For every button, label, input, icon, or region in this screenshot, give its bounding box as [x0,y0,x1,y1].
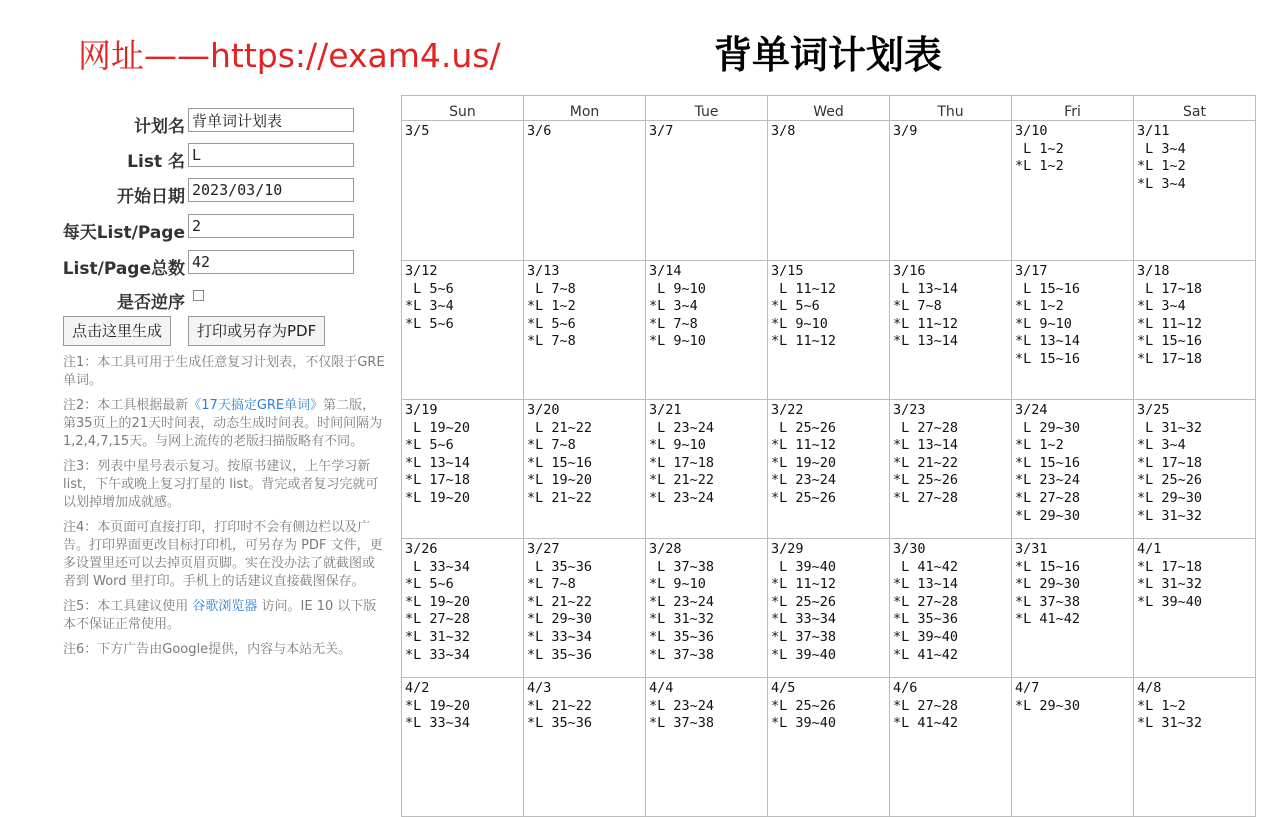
day-task: *L 3~4 [649,298,698,315]
day-task: *L 31~32 [1137,576,1203,593]
day-task: L 25~26 [771,419,837,436]
day-task: L 11~12 [771,280,837,297]
week-row [402,261,1256,400]
day-cell [524,261,646,400]
day-task: L 23~24 [649,419,715,436]
note-link[interactable]: 谷歌浏览器 [192,599,258,614]
day-cell [524,400,646,539]
day-date: 4/4 [649,680,674,696]
day-task: *L 9~10 [649,576,706,593]
day-task: *L 17~18 [649,454,715,471]
day-date: 3/31 [1015,541,1048,557]
day-task: L 13~14 [893,280,959,297]
calendar-table [401,95,1256,817]
day-date: 3/20 [527,402,560,418]
day-task: *L 19~20 [405,593,471,610]
day-date: 4/5 [771,680,796,696]
day-task: *L 15~16 [1015,350,1081,367]
weekday-header: Wed [768,96,890,121]
day-cell [1012,539,1134,678]
day-task: L 33~34 [405,558,471,575]
week-row [402,539,1256,678]
day-date: 3/15 [771,263,804,279]
day-task: *L 13~14 [405,454,471,471]
day-task: *L 5~6 [405,437,454,454]
weekday-header: Sun [402,96,524,121]
day-date: 3/9 [893,123,918,139]
day-date: 4/6 [893,680,918,696]
day-date: 3/24 [1015,402,1048,418]
day-task: *L 29~30 [1015,576,1081,593]
total-input[interactable] [188,250,354,274]
day-date: 3/5 [405,123,430,139]
day-cell [890,400,1012,539]
day-task: *L 41~42 [1015,611,1081,628]
day-task: L 21~22 [527,419,593,436]
day-date: 3/22 [771,402,804,418]
day-date: 3/30 [893,541,926,557]
day-task: L 17~18 [1137,280,1203,297]
day-task: *L 21~22 [527,593,593,610]
day-task: *L 9~10 [649,437,706,454]
day-date: 3/12 [405,263,438,279]
day-task: *L 11~12 [1137,315,1203,332]
day-task: *L 27~28 [1015,489,1081,506]
day-task: *L 7~8 [527,333,576,350]
week-row [402,678,1256,817]
day-task: *L 41~42 [893,646,959,663]
day-task: *L 1~2 [1015,298,1064,315]
note-link[interactable]: 《17天搞定GRE单词》 [188,398,324,413]
per-day-input[interactable] [188,214,354,238]
day-task: *L 41~42 [893,715,959,732]
day-date: 4/1 [1137,541,1162,557]
day-cell [646,121,768,261]
day-task: *L 27~28 [893,593,959,610]
day-cell [890,261,1012,400]
day-task: *L 23~24 [771,472,837,489]
day-task: L 7~8 [527,280,576,297]
total-row [60,250,360,278]
week-row [402,121,1256,261]
start-date-input[interactable] [188,178,354,202]
day-task: *L 11~12 [771,576,837,593]
print-button[interactable]: 打印或另存为PDF [188,316,325,346]
day-date: 3/16 [893,263,926,279]
day-task: *L 15~16 [1015,558,1081,575]
day-task: *L 7~8 [527,576,576,593]
day-date: 3/27 [527,541,560,557]
day-task: *L 15~16 [527,454,593,471]
day-task: *L 19~20 [405,697,471,714]
day-date: 3/7 [649,123,674,139]
day-date: 3/6 [527,123,552,139]
day-task: L 9~10 [649,280,706,297]
day-task: *L 1~2 [1137,158,1186,175]
day-cell [646,261,768,400]
page-title: 背单词计划表 [714,33,943,77]
day-cell [768,261,890,400]
day-task: *L 25~26 [771,489,837,506]
day-task: *L 17~18 [405,472,471,489]
day-task: *L 37~38 [649,715,715,732]
weekday-header: Thu [890,96,1012,121]
total-label: List/Page总数 [62,259,185,279]
day-task: *L 17~18 [1137,454,1203,471]
day-task: *L 35~36 [527,646,593,663]
day-task: *L 7~8 [893,298,942,315]
day-cell [524,678,646,817]
day-cell [768,121,890,261]
day-cell [646,400,768,539]
day-task: *L 9~10 [1015,315,1072,332]
weekday-header: Sat [1134,96,1256,121]
day-date: 4/7 [1015,680,1040,696]
day-task: L 3~4 [1137,140,1186,157]
day-task: *L 25~26 [771,697,837,714]
day-date: 3/13 [527,263,560,279]
day-cell [890,121,1012,261]
day-task: *L 15~16 [1137,333,1203,350]
day-task: *L 11~12 [893,315,959,332]
day-date: 3/18 [1137,263,1170,279]
day-task: *L 13~14 [1015,333,1081,350]
day-task: *L 37~38 [771,628,837,645]
per-day-label: 每天List/Page [62,223,185,243]
plan-name-row [60,108,360,136]
day-task: *L 21~22 [527,697,593,714]
day-task: *L 17~18 [1137,558,1203,575]
day-task: *L 5~6 [405,576,454,593]
day-task: L 41~42 [893,558,959,575]
day-task: *L 27~28 [893,697,959,714]
day-date: 3/29 [771,541,804,557]
day-cell [768,678,890,817]
day-date: 3/23 [893,402,926,418]
day-task: *L 35~36 [893,611,959,628]
day-cell [402,261,524,400]
day-cell [1134,121,1256,261]
day-date: 3/28 [649,541,682,557]
day-task: *L 31~32 [1137,507,1203,524]
reverse-row [60,284,360,312]
day-cell [402,678,524,817]
day-task: *L 21~22 [649,472,715,489]
day-date: 3/26 [405,541,438,557]
day-task: *L 1~2 [1137,697,1186,714]
day-task: *L 1~2 [527,298,576,315]
day-cell [524,539,646,678]
day-task: *L 13~14 [893,437,959,454]
day-task: *L 33~34 [771,611,837,628]
weekday-header: Mon [524,96,646,121]
day-cell [890,678,1012,817]
day-task: L 5~6 [405,280,454,297]
day-task: *L 25~26 [893,472,959,489]
week-row [402,400,1256,539]
day-task: *L 23~24 [649,697,715,714]
day-date: 3/25 [1137,402,1170,418]
day-task: L 39~40 [771,558,837,575]
day-date: 4/2 [405,680,430,696]
day-task: L 29~30 [1015,419,1081,436]
list-name-label: List 名 [127,152,185,172]
day-task: *L 35~36 [649,628,715,645]
start-date-label: 开始日期 [117,187,185,207]
day-date: 3/11 [1137,123,1170,139]
list-name-row [60,143,360,171]
day-task: *L 1~2 [1015,437,1064,454]
day-date: 3/8 [771,123,796,139]
day-cell [1134,400,1256,539]
day-task: L 37~38 [649,558,715,575]
day-task: *L 39~40 [771,715,837,732]
day-task: *L 21~22 [893,454,959,471]
day-task: *L 7~8 [527,437,576,454]
day-task: *L 29~30 [527,611,593,628]
day-cell [402,539,524,678]
day-task: *L 23~24 [1015,472,1081,489]
day-date: 4/8 [1137,680,1162,696]
day-task: *L 5~6 [527,315,576,332]
note-1: 注1：本工具可用于生成任意复习计划表，不仅限于GRE单词。 [63,355,385,388]
day-task: *L 13~14 [893,576,959,593]
day-cell [1012,400,1134,539]
day-task: *L 19~20 [771,454,837,471]
day-task: L 19~20 [405,419,471,436]
day-date: 3/17 [1015,263,1048,279]
day-task: *L 19~20 [527,472,593,489]
day-cell [1012,121,1134,261]
day-task: *L 25~26 [1137,472,1203,489]
day-task: L 31~32 [1137,419,1203,436]
day-task: *L 27~28 [405,611,471,628]
day-task: *L 1~2 [1015,158,1064,175]
day-task: *L 11~12 [771,333,837,350]
note-3: 注3：列表中星号表示复习。按原书建议，上午学习新 list，下午或晚上复习打星的 list。背完或者复习完就可以划掉增加成就感。 [63,459,379,510]
day-cell [1134,539,1256,678]
day-task: *L 39~40 [893,628,959,645]
note-6: 注6：下方广告由Google提供，内容与本站无关。 [63,642,352,657]
day-cell [646,539,768,678]
day-task: *L 23~24 [649,489,715,506]
day-cell [768,400,890,539]
day-task: L 15~16 [1015,280,1081,297]
day-task: *L 37~38 [649,646,715,663]
day-task: *L 7~8 [649,315,698,332]
day-task: *L 3~4 [1137,437,1186,454]
day-task: *L 15~16 [1015,454,1081,471]
generate-button[interactable]: 点击这里生成 [63,316,171,346]
day-task: *L 33~34 [527,628,593,645]
note-2: 注2：本工具根据最新《17天搞定GRE单词》第二版，第35页上的21天时间表，动态生成时间表。时间间隔为1,2,4,7,15天。与网上流传的老版扫描版略有不同。 [63,398,383,449]
reverse-checkbox[interactable] [193,290,204,301]
plan-name-input[interactable] [188,108,354,132]
day-task: *L 33~34 [405,715,471,732]
note-4: 注4：本页面可直接打印，打印时不会有侧边栏以及广告。打印界面更改目标打印机，可另存为 PDF 文件，更多设置里还可以去掉页眉页脚。实在没办法了就截图或者到 Word 里打印。手机上的话建议直接截图保存。 [63,520,383,589]
note-5: 注5：本工具建议使用 谷歌浏览器 访问。IE 10 以下版本不保证正常使用。 [63,599,377,632]
day-task: L 35~36 [527,558,593,575]
plan-name-label: 计划名 [134,117,185,137]
day-task: *L 35~36 [527,715,593,732]
per-day-row [60,214,360,242]
day-task: *L 39~40 [1137,593,1203,610]
day-cell [890,539,1012,678]
day-cell [524,121,646,261]
day-task: *L 13~14 [893,333,959,350]
weekday-header: Fri [1012,96,1134,121]
day-task: *L 3~4 [405,298,454,315]
day-task: *L 25~26 [771,593,837,610]
day-cell [768,539,890,678]
day-cell [1134,261,1256,400]
day-task: *L 5~6 [405,315,454,332]
day-task: *L 27~28 [893,489,959,506]
day-date: 4/3 [527,680,552,696]
list-name-input[interactable] [188,143,354,167]
day-task: L 1~2 [1015,140,1064,157]
day-date: 3/14 [649,263,682,279]
day-task: *L 11~12 [771,437,837,454]
day-task: *L 31~32 [1137,715,1203,732]
reverse-label: 是否逆序 [117,293,185,313]
day-cell [646,678,768,817]
day-task: *L 3~4 [1137,175,1186,192]
notes-section [63,354,385,666]
day-task: *L 19~20 [405,489,471,506]
weekday-header-row [402,96,1256,121]
day-task: *L 37~38 [1015,593,1081,610]
day-cell [1134,678,1256,817]
day-cell [1012,261,1134,400]
day-task: *L 17~18 [1137,350,1203,367]
day-task: *L 9~10 [649,333,706,350]
day-date: 3/21 [649,402,682,418]
day-task: *L 21~22 [527,489,593,506]
day-task: *L 29~30 [1137,489,1203,506]
day-task: *L 31~32 [405,628,471,645]
day-date: 3/10 [1015,123,1048,139]
weekday-header: Tue [646,96,768,121]
site-url[interactable]: 网址——https://exam4.us/ [78,36,501,75]
day-task: *L 31~32 [649,611,715,628]
day-cell [402,400,524,539]
start-date-row [60,178,360,206]
day-cell [1012,678,1134,817]
day-date: 3/19 [405,402,438,418]
day-task: *L 3~4 [1137,298,1186,315]
day-task: *L 9~10 [771,315,828,332]
day-task: *L 29~30 [1015,507,1081,524]
day-cell [402,121,524,261]
day-task: L 27~28 [893,419,959,436]
day-task: *L 5~6 [771,298,820,315]
day-task: *L 23~24 [649,593,715,610]
day-task: *L 39~40 [771,646,837,663]
day-task: *L 29~30 [1015,697,1081,714]
day-task: *L 33~34 [405,646,471,663]
